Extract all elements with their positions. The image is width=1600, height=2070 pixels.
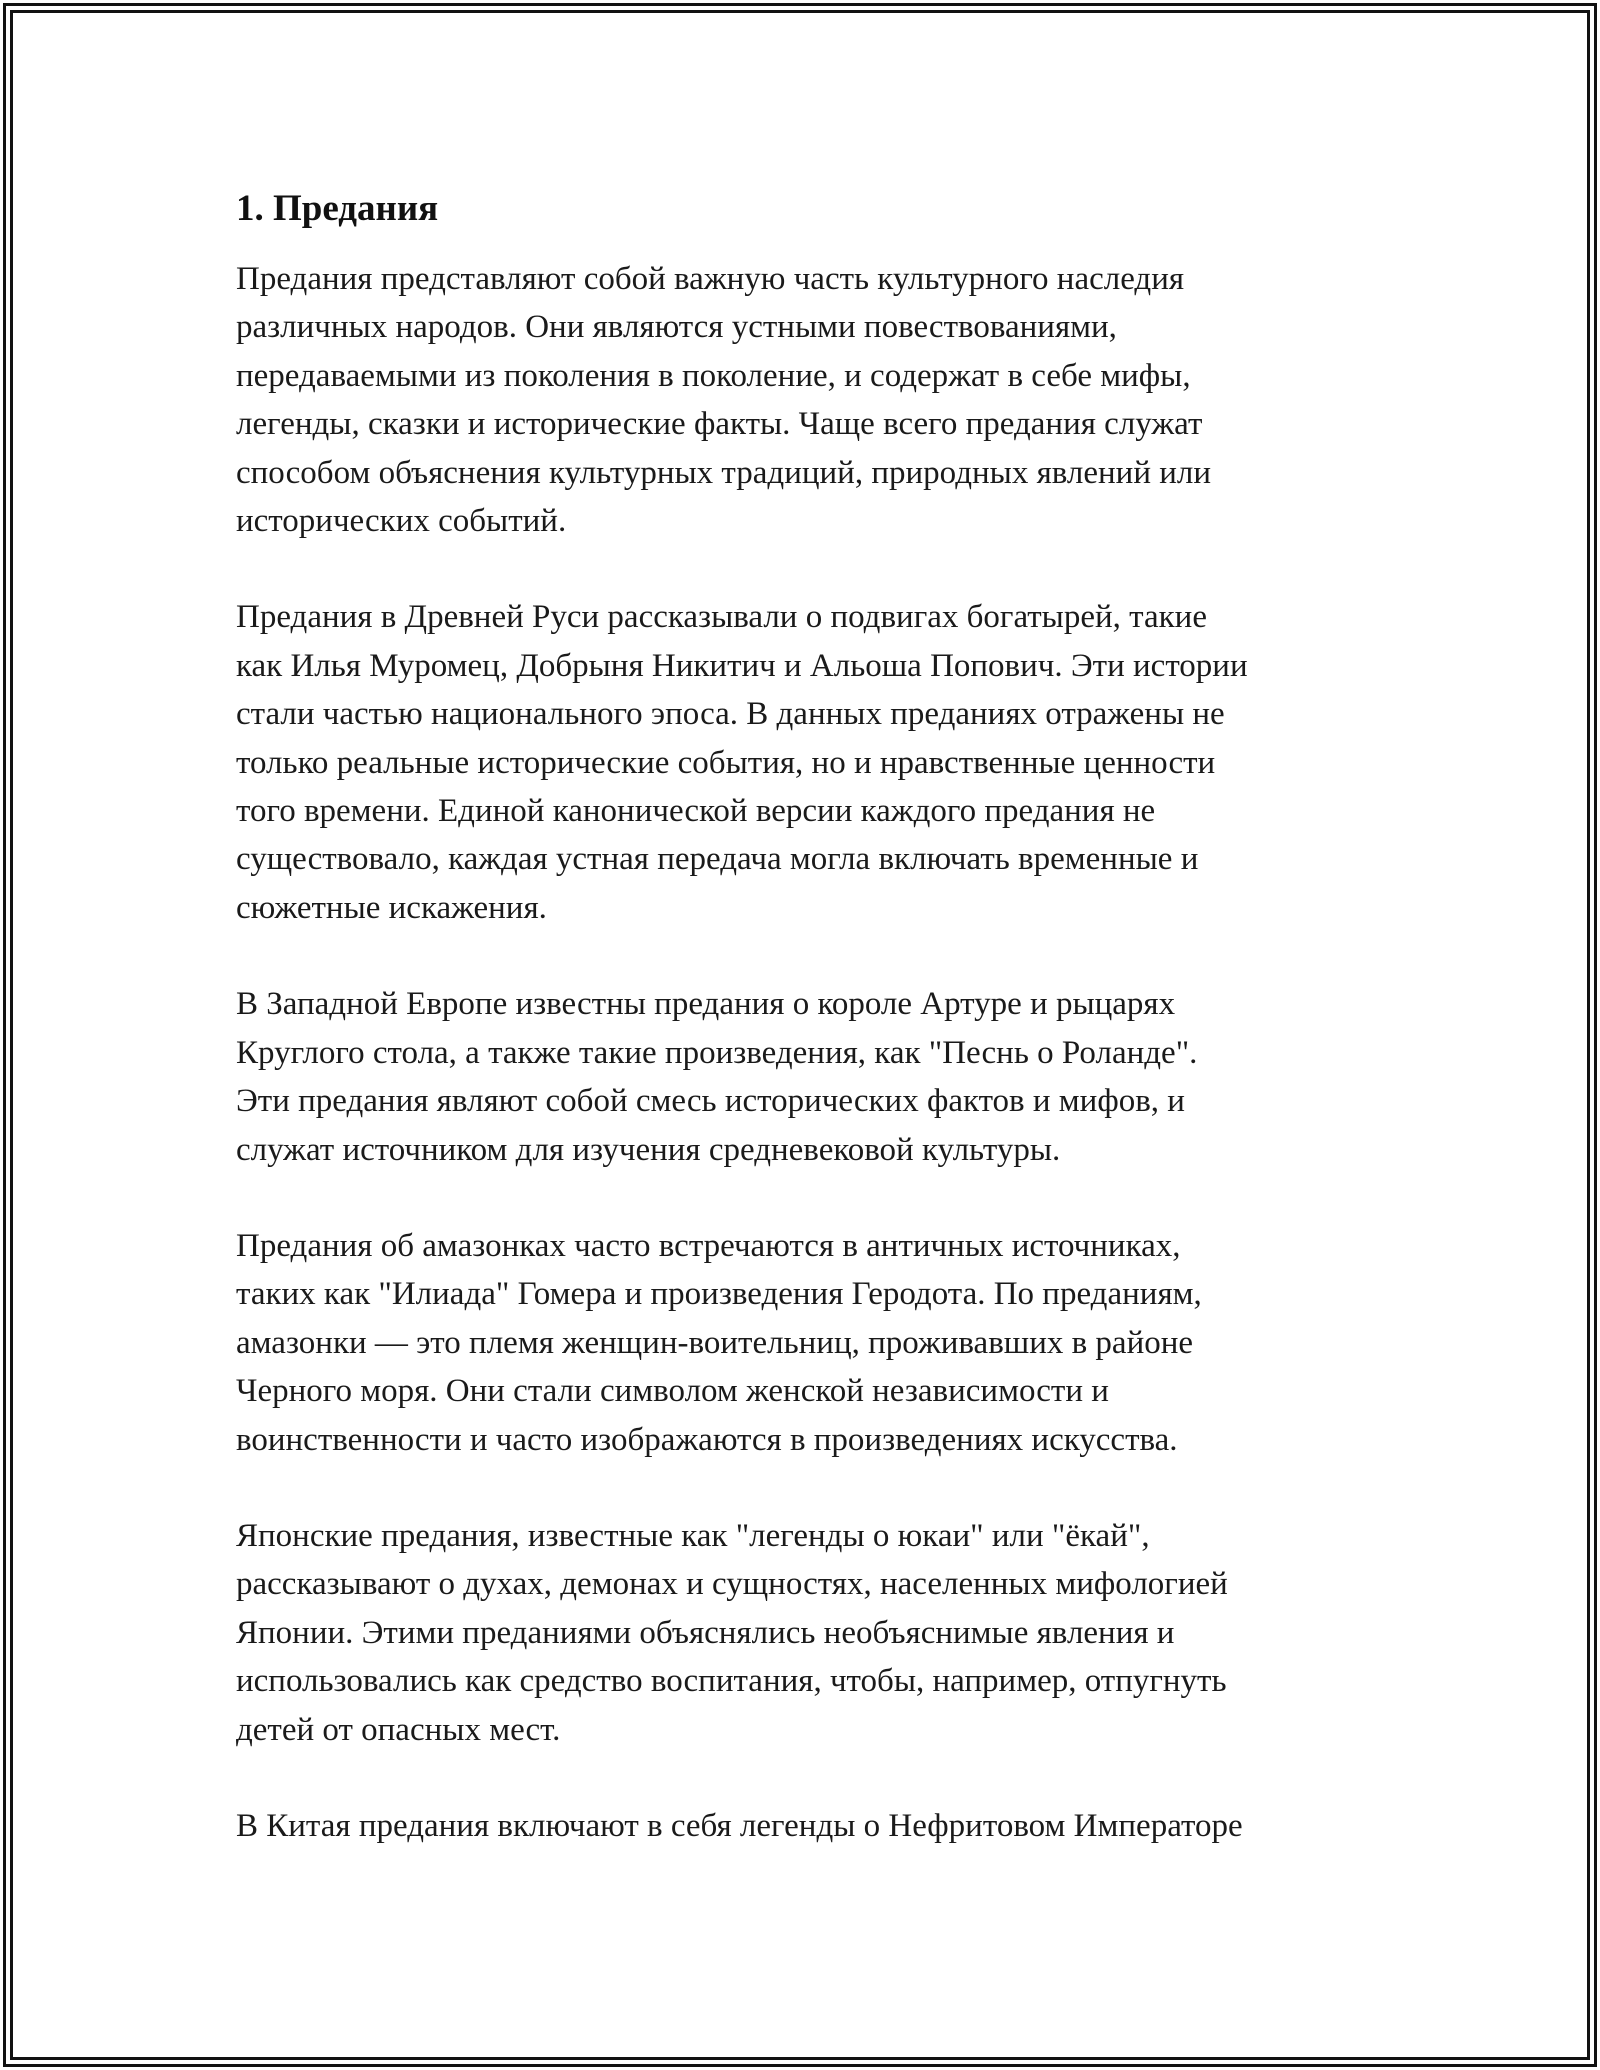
section-heading: 1. Предания xyxy=(236,188,439,229)
text-line: сюжетные искажения. xyxy=(236,889,547,926)
text-line: использовались как средство воспитания, чтобы, например, отпугнуть xyxy=(236,1663,1227,1700)
text-line: исторических событий. xyxy=(236,503,567,540)
text-line: различных народов. Они являются устными повествованиями, xyxy=(236,309,1117,346)
text-line: Японские предания, известные как "легенды о юкаи" или "ёкай", xyxy=(236,1517,1150,1554)
text-line: Японии. Этими преданиями объяснялись необъяснимые явления и xyxy=(236,1614,1175,1651)
text-line: служат источником для изучения средневековой культуры. xyxy=(236,1131,1061,1168)
text-line: Предания об амазонках часто встречаются в античных источниках, xyxy=(236,1227,1181,1264)
text-line: стали частью национального эпоса. В данных преданиях отражены не xyxy=(236,696,1225,733)
document-body xyxy=(236,185,1376,1898)
text-line: В Китая предания включают в себя легенды о Нефритовом Императоре xyxy=(236,1807,1243,1844)
paragraph xyxy=(236,980,1376,1174)
text-line: только реальные исторические события, но и нравственные ценности xyxy=(236,744,1216,781)
text-line: Круглого стола, а также такие произведения, как "Песнь о Роланде". xyxy=(236,1034,1198,1071)
text-line: амазонки — это племя женщин-воительниц, проживавших в районе xyxy=(236,1324,1194,1361)
text-line: Эти предания являют собой смесь исторических фактов и мифов, и xyxy=(236,1083,1185,1120)
text-line: Предания в Древней Руси рассказывали о подвигах богатырей, такие xyxy=(236,599,1207,636)
text-line: В Западной Европе известны предания о короле Артуре и рыцарях xyxy=(236,986,1176,1023)
paragraph xyxy=(236,255,1376,545)
paragraph xyxy=(236,1222,1376,1464)
text-line: того времени. Единой канонической версии каждого предания не xyxy=(236,793,1156,830)
paragraph xyxy=(236,593,1376,932)
text-line: детей от опасных мест. xyxy=(236,1711,561,1748)
text-line: рассказывают о духах, демонах и сущностях, населенных мифологией xyxy=(236,1566,1228,1603)
text-line: передаваемыми из поколения в поколение, и содержат в себе мифы, xyxy=(236,357,1191,394)
text-line: Предания представляют собой важную часть культурного наследия xyxy=(236,261,1185,297)
text-line: существовало, каждая устная передача могла включать временные и xyxy=(236,841,1199,878)
paragraph xyxy=(236,1512,1376,1754)
text-line: способом объяснения культурных традиций, природных явлений или xyxy=(236,454,1212,491)
text-line: воинственности и часто изображаются в произведениях искусства. xyxy=(236,1421,1178,1458)
text-line: Черного моря. Они стали символом женской независимости и xyxy=(236,1373,1109,1410)
text-line: таких как "Илиада" Гомера и произведения Геродота. По преданиям, xyxy=(236,1276,1202,1313)
text-line: легенды, сказки и исторические факты. Чаще всего предания служат xyxy=(236,406,1203,443)
text-line: как Илья Муромец, Добрыня Никитич и Альоша Попович. Эти истории xyxy=(236,647,1248,684)
paragraph xyxy=(236,1802,1376,1850)
